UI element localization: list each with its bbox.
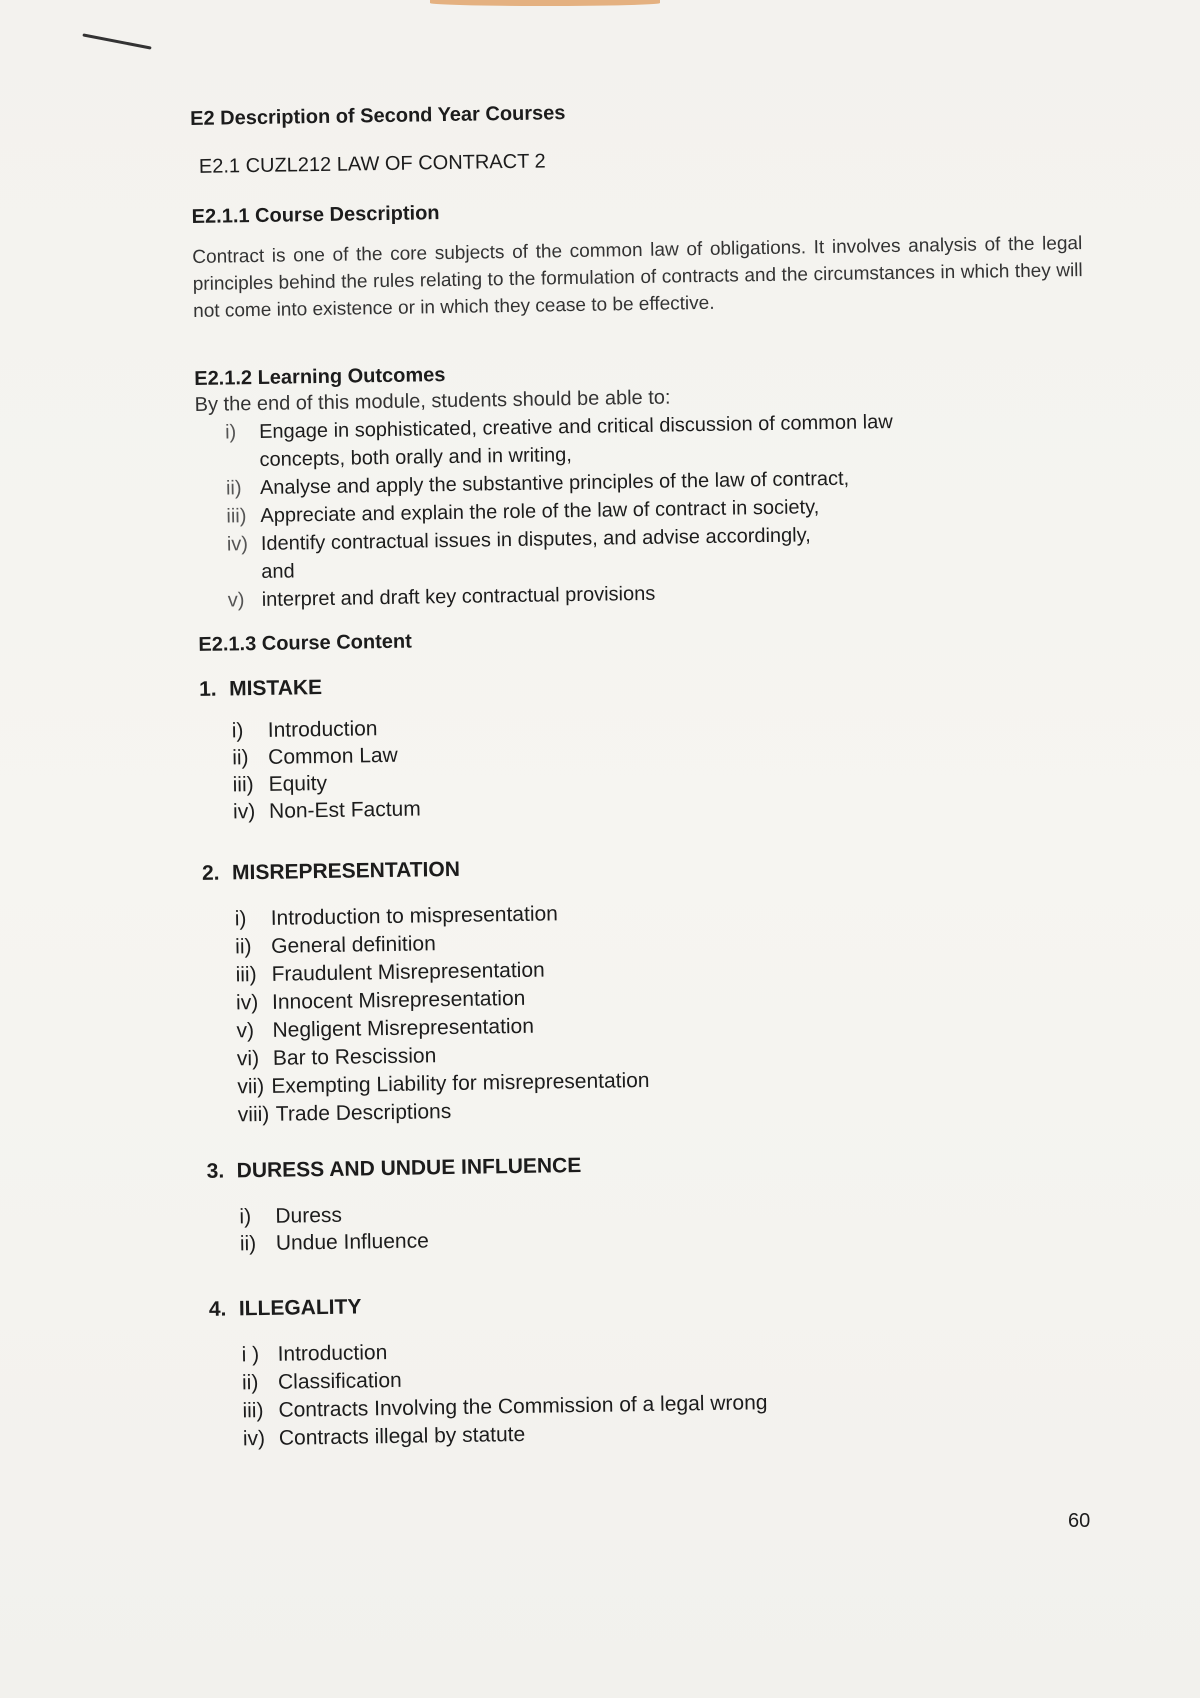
item-number: ii) [241, 1371, 259, 1395]
list-item [232, 717, 378, 743]
outcome-number: iii) [226, 505, 247, 528]
list-item [237, 1044, 437, 1071]
item-text: Contracts Involving the Commission of a legal wrong [278, 1391, 768, 1422]
outcome-continuation: and [261, 560, 295, 583]
list-item [241, 1341, 387, 1367]
item-text: Fraudulent Misrepresentation [271, 958, 545, 986]
item-number: vi) [236, 1047, 260, 1071]
list-item [236, 987, 526, 1016]
item-number: i ) [241, 1343, 260, 1367]
description-body [192, 230, 1083, 325]
item-number: iii) [242, 1399, 264, 1423]
list-item [239, 1204, 342, 1230]
list-item [238, 1100, 452, 1127]
outcomes-heading: E2.1.2 Learning Outcomes [194, 364, 446, 390]
item-text: Undue Influence [275, 1229, 429, 1255]
outcome-item [228, 583, 656, 613]
outcome-text: Engage in sophisticated, creative and critical discussion of common law [258, 411, 893, 443]
outcome-text: Appreciate and explain the role of the law of contract in society, [260, 496, 820, 527]
outcome-number: i) [224, 421, 237, 444]
item-text: Contracts illegal by statute [278, 1422, 526, 1450]
section-number: 1. [198, 677, 217, 701]
item-number: iv) [242, 1426, 266, 1451]
item-number: iii) [235, 963, 257, 987]
item-text: Classification [277, 1368, 402, 1394]
description-heading: E2.1.1 Course Description [191, 202, 440, 228]
item-number: iii) [232, 773, 254, 797]
item-text: Trade Descriptions [275, 1100, 452, 1126]
outcome-continuation: concepts, both orally and in writing, [259, 444, 573, 471]
list-item [237, 1069, 650, 1099]
item-text: Equity [268, 771, 328, 796]
list-item [235, 932, 436, 959]
section-title: DURESS AND UNDUE INFLUENCE [236, 1153, 582, 1183]
section-heading-mistake [199, 676, 322, 702]
outcome-number: ii) [225, 477, 242, 500]
list-item [242, 1391, 767, 1423]
list-item [235, 902, 559, 931]
outcome-text: Identify contractual issues in disputes, and advise accordingly, [260, 524, 811, 555]
item-text: Non-Est Factum [268, 797, 421, 823]
item-number: vii) [237, 1074, 265, 1099]
list-item [232, 744, 398, 771]
item-text: General definition [270, 932, 436, 958]
content-heading: E2.1.3 Course Content [198, 630, 412, 656]
outcome-text: Analyse and apply the substantive principles of the law of contract, [259, 467, 850, 499]
item-text: Introduction [267, 717, 378, 742]
list-item [235, 959, 544, 988]
list-item [233, 797, 421, 824]
item-number: i) [231, 719, 244, 743]
list-item [240, 1229, 429, 1256]
section-number: 2. [201, 861, 220, 885]
item-number: v) [236, 1019, 255, 1043]
list-item [243, 1423, 526, 1451]
outcome-text: interpret and draft key contractual provisions [261, 582, 656, 611]
outcome-number: v) [227, 589, 245, 612]
outcome-item [226, 468, 850, 501]
outcomes-intro: By the end of this module, students should be able to: [194, 386, 671, 416]
outcome-item [226, 496, 819, 528]
section-title: MISREPRESENTATION [231, 857, 461, 885]
section-number: 3. [206, 1159, 225, 1183]
course-heading: E2.1 CUZL212 LAW OF CONTRACT 2 [198, 150, 546, 178]
list-item [242, 1369, 402, 1396]
page-content [190, 94, 1083, 1451]
item-text: Exempting Liability for misrepresentation [271, 1068, 650, 1098]
item-text: Bar to Rescission [272, 1044, 437, 1070]
section-heading-duress [207, 1154, 582, 1184]
scan-smudge [430, 0, 660, 6]
item-text: Negligent Misrepresentation [272, 1014, 535, 1042]
item-text: Common Law [268, 743, 398, 769]
item-number: i) [239, 1205, 252, 1229]
item-number: i) [234, 907, 247, 931]
list-item [232, 772, 327, 797]
item-text: Duress [275, 1203, 343, 1228]
item-text: Innocent Misrepresentation [271, 986, 526, 1014]
description-text: Contract is one of the core subjects of the common law of obligations. It involves analysis of the legal principles behind the rules relating to the formulation of contracts and the circumstances in which they will not come into existence or in which they cease to be effective. [192, 233, 1083, 322]
pen-mark [82, 33, 151, 49]
page-number: 60 [1068, 1510, 1091, 1532]
section-number: 4. [208, 1297, 227, 1321]
outcome-item [227, 524, 811, 556]
page-title: E2 Description of Second Year Courses [190, 102, 566, 130]
item-number: viii) [237, 1102, 270, 1127]
item-number: iv) [232, 800, 256, 824]
section-heading-illegality [209, 1295, 362, 1321]
outcome-item [225, 411, 893, 444]
section-heading-misrepresentation [202, 858, 460, 886]
list-item [236, 1015, 534, 1044]
item-number: iv) [235, 991, 259, 1015]
section-title: MISTAKE [228, 675, 323, 701]
outcome-number: iv) [226, 533, 249, 556]
item-text: Introduction to mispresentation [270, 902, 559, 930]
item-number: ii) [235, 935, 252, 959]
item-number: ii) [239, 1232, 257, 1256]
section-title: ILLEGALITY [238, 1295, 362, 1321]
item-number: ii) [232, 746, 249, 770]
item-text: Introduction [277, 1341, 388, 1366]
